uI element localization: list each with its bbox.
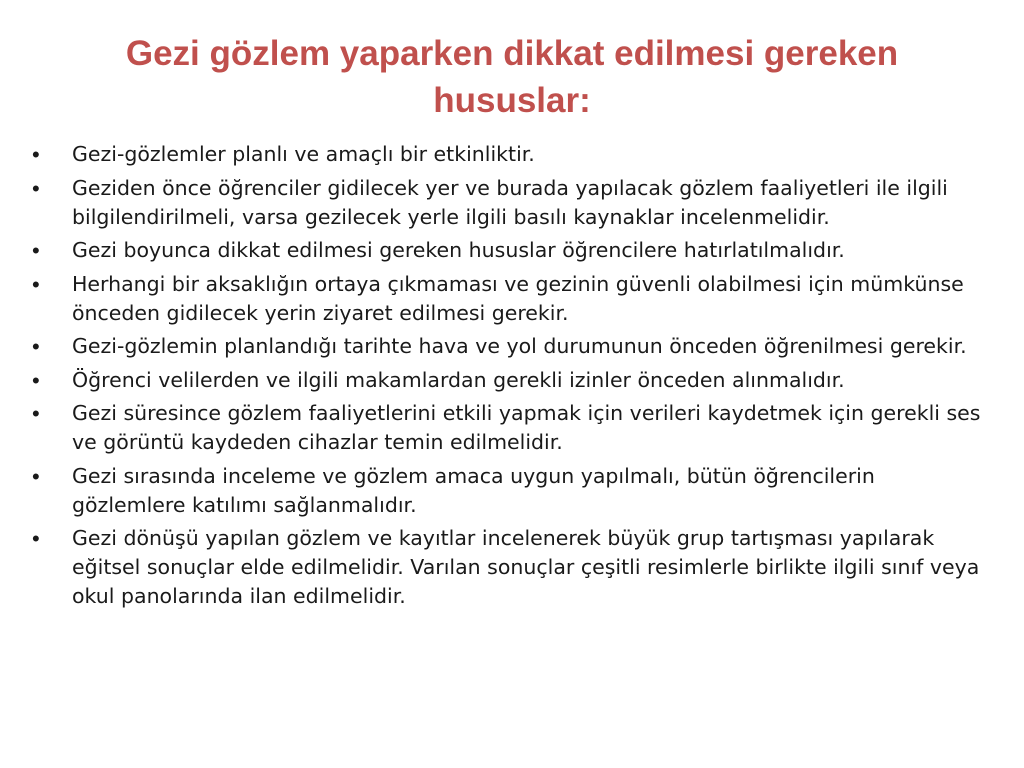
bullet-item bbox=[30, 270, 990, 328]
bullet-dot-icon: • bbox=[32, 271, 40, 297]
bullet-text: Gezi dönüşü yapılan gözlem ve kayıtlar incelenerek büyük grup tartışması yapılarak eğitsel sonuçlar elde edilmelidir. Varılan sonuçlar çeşitli resimlerle birlikte ilgili sınıf veya okul panolarında ilan edilmelidir. bbox=[72, 526, 980, 608]
bullet-item bbox=[30, 399, 990, 457]
bullet-list bbox=[30, 140, 990, 616]
bullet-item bbox=[30, 236, 990, 265]
bullet-dot-icon: • bbox=[32, 526, 40, 551]
bullet-item bbox=[30, 174, 990, 232]
bullet-text: Gezi süresince gözlem faaliyetlerini etkili yapmak için verileri kaydetmek için gerekli ses ve görüntü kaydeden cihazlar temin edilmelidir. bbox=[72, 401, 981, 454]
bullet-item bbox=[30, 524, 990, 611]
bullet-text: Herhangi bir aksaklığın ortaya çıkmaması ve gezinin güvenli olabilmesi için mümkünse önceden gidilecek yerin ziyaret edilmesi gerekir. bbox=[72, 271, 964, 325]
bullet-dot-icon: • bbox=[32, 401, 40, 426]
bullet-text: Gezi-gözlemin planlandığı tarihte hava ve yol durumunun önceden öğrenilmesi gerekir. bbox=[72, 334, 967, 358]
slide-title: Gezi gözlem yaparken dikkat edilmesi gereken hususlar: bbox=[125, 34, 899, 120]
bullet-dot-icon: • bbox=[32, 175, 40, 201]
bullet-dot-icon: • bbox=[32, 367, 40, 393]
bullet-text: Gezi-gözlemler planlı ve amaçlı bir etkinliktir. bbox=[72, 142, 535, 166]
bullet-item bbox=[30, 462, 990, 520]
bullet-text: Geziden önce öğrenciler gidilecek yer ve burada yapılacak gözlem faaliyetleri ile ilgili bilgilendirilmeli, varsa gezilecek yerle ilgili basılı kaynaklar incelenmelidir. bbox=[72, 175, 948, 229]
bullet-text: Öğrenci velilerden ve ilgili makamlardan gerekli izinler önceden alınmalıdır. bbox=[72, 367, 845, 392]
bullet-text: Gezi boyunca dikkat edilmesi gereken hususlar öğrencilere hatırlatılmalıdır. bbox=[72, 238, 845, 262]
bullet-dot-icon: • bbox=[32, 334, 40, 359]
bullet-item bbox=[30, 140, 990, 169]
bullet-dot-icon: • bbox=[32, 463, 40, 489]
bullet-item bbox=[30, 332, 990, 361]
bullet-dot-icon: • bbox=[32, 238, 40, 263]
bullet-dot-icon: • bbox=[32, 142, 40, 167]
bullet-text: Gezi sırasında inceleme ve gözlem amaca uygun yapılmalı, bütün öğrencilerin gözlemlere katılımı sağlanmalıdır. bbox=[72, 463, 875, 517]
bullet-item bbox=[30, 366, 990, 395]
